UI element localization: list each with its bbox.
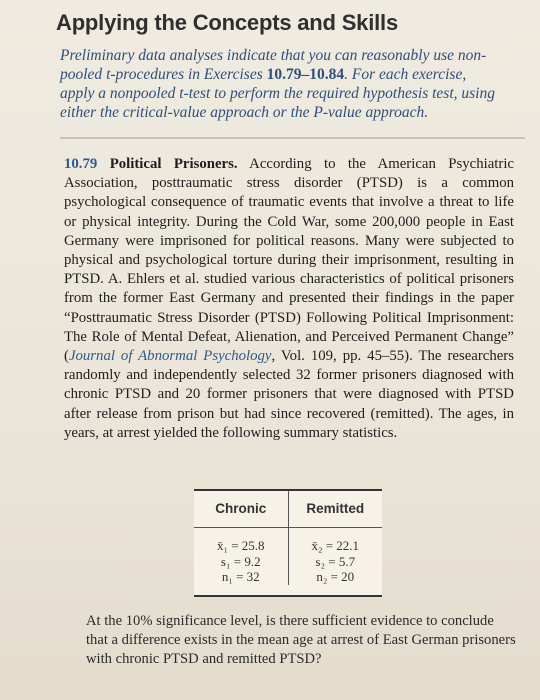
intro-paragraph — [60, 46, 500, 122]
header-chronic: Chronic — [194, 491, 289, 527]
intro-text-3: . For each exercise, apply a nonpooled — [60, 66, 467, 102]
remitted-n: n₂ = 20 — [316, 569, 355, 584]
intro-text-4: -test to perform the required hypothesis test, using either the critical-value approach or the P-value approach. — [60, 85, 495, 121]
remitted-sd: s₂ = 5.7 — [315, 553, 356, 569]
intro-text-2: -procedures in Exercises — [110, 66, 267, 83]
intro-text-1: Preliminary data analyses indicate that you can reasonably use non-pooled — [60, 47, 487, 83]
question-paragraph: At the 10% significance level, is there sufficient evidence to conclude that a difference exists in the mean age at arrest of East German prisoners with chronic PTSD and remitted PTSD? — [86, 613, 516, 667]
section-heading: Applying the Concepts and Skills — [56, 10, 398, 35]
problem-body-2: , Vol. 109, pp. 45–55). The researchers randomly and independently selected 32 former prisoners diagnosed with chronic PTSD and 20 former prisoners that were diagnosed with PTSD after release from prison but had since recovered (remitted). The ages, in years, at arrest yielded the following summary statistics. — [64, 348, 514, 441]
chronic-n: n₁ = 32 — [221, 569, 260, 584]
section-divider — [60, 137, 525, 139]
table-header-row — [194, 491, 382, 528]
chronic-column — [194, 528, 289, 585]
chronic-sd: s₁ = 9.2 — [220, 553, 261, 569]
problem-number: 10.79 — [64, 156, 98, 172]
intro-t-symbol-2: t — [179, 85, 184, 102]
summary-statistics-table — [194, 489, 382, 597]
remitted-mean: x̄₂ = 22.1 — [311, 538, 360, 553]
intro-exercise-range: 10.79–10.84 — [266, 66, 345, 83]
remitted-column — [289, 528, 383, 585]
problem-paragraph — [64, 155, 514, 443]
problem-title: Political Prisoners. — [109, 156, 238, 172]
intro-t-symbol: t — [106, 66, 111, 83]
header-remitted: Remitted — [306, 501, 365, 516]
problem-body-1: According to the American Psychiatric Association, posttraumatic stress disorder (PTSD) is a common psychological consequence of traumatic events that involve a threat to life or physical integrity. During the Cold War, some 200,000 people in East Germany were imprisoned for political reasons. Many were subjected to physical and psychological torture during their imprisonment, resulting in PTSD. A. Ehlers et al. studied various characteristics of political prisoners from the former East Germany and presented their findings in the paper “Posttraumatic Stress Disorder (PTSD) Following Political Imprisonment: The Role of Mental Defeat, Alienation, and Perceived Permanent Change” ( — [64, 156, 515, 365]
chronic-mean: x̄₁ = 25.8 — [216, 538, 265, 553]
journal-name: Journal of Abnormal Psychology — [68, 348, 272, 365]
table-body-row — [194, 528, 382, 585]
